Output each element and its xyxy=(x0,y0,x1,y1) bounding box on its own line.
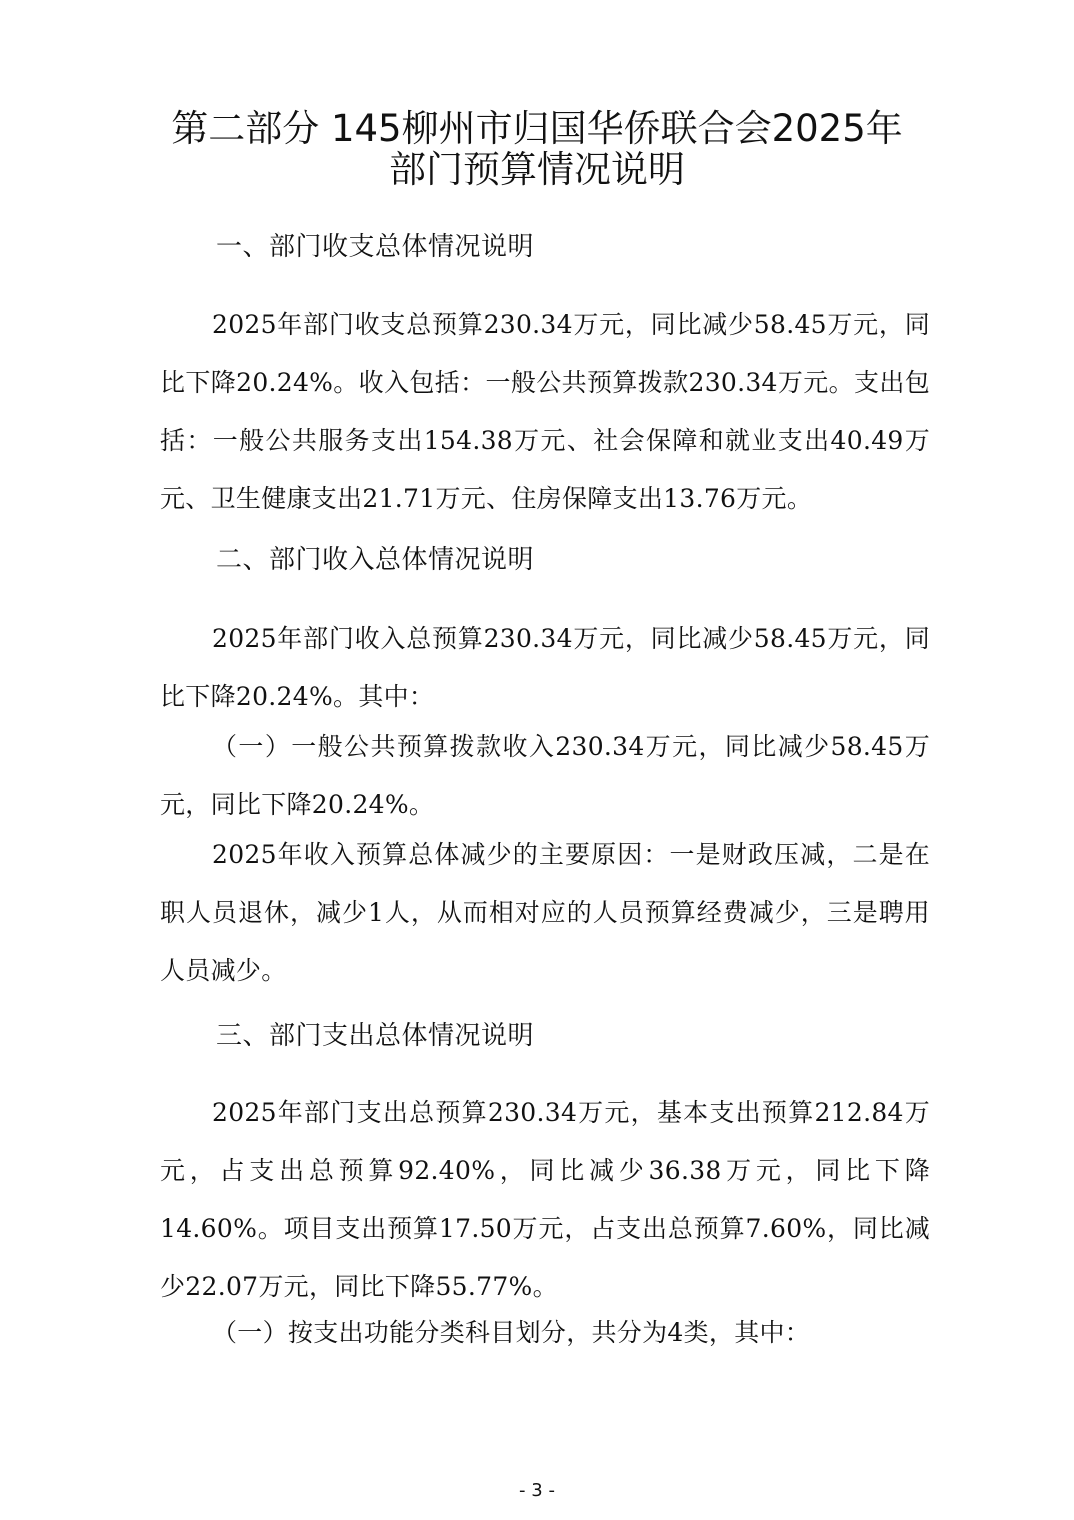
section-income-paragraph-1: 2025年部门收入总预算230.34万元，同比减少58.45万元，同比下降20.24%。其中： xyxy=(160,624,930,711)
section-income-paragraph-3: 2025年收入预算总体减少的主要原因：一是财政压减，二是在职人员退休，减少1人，从而相对应的人员预算经费减少，三是聘用人员减少。 xyxy=(160,840,930,985)
section-expenditure-paragraph-1: 2025年部门支出总预算230.34万元，基本支出预算212.84万元，占支出总预算92.40%，同比减少36.38万元，同比下降14.60%。项目支出预算17.50万元，占支出总预算7.60%，同比减少22.07万元，同比下降55.77%。 xyxy=(160,1098,930,1301)
section-heading-expenditure: 三、部门支出总体情况说明 xyxy=(216,1021,535,1051)
section-overview-paragraph: 2025年部门收支总预算230.34万元，同比减少58.45万元，同比下降20.24%。收入包括：一般公共预算拨款230.34万元。支出包括：一般公共服务支出154.38万元、社会保障和就业支出40.49万元、卫生健康支出21.71万元、住房保障支出13.76万元。 xyxy=(160,310,930,513)
section-heading-overview: 一、部门收支总体情况说明 xyxy=(216,232,535,262)
section-heading-income: 二、部门收入总体情况说明 xyxy=(216,545,535,575)
title-line-1: 第二部分 145柳州市归国华侨联合会2025年 xyxy=(171,107,903,150)
document-title xyxy=(80,108,994,191)
page-number: - 3 - xyxy=(519,1480,555,1501)
section-expenditure-paragraph-2: （一）按支出功能分类科目划分，共分为4类，其中： xyxy=(212,1318,811,1347)
section-income-paragraph-2: （一）一般公共预算拨款收入230.34万元，同比减少58.45万元，同比下降20.24%。 xyxy=(160,732,930,819)
title-line-2: 部门预算情况说明 xyxy=(389,148,685,192)
